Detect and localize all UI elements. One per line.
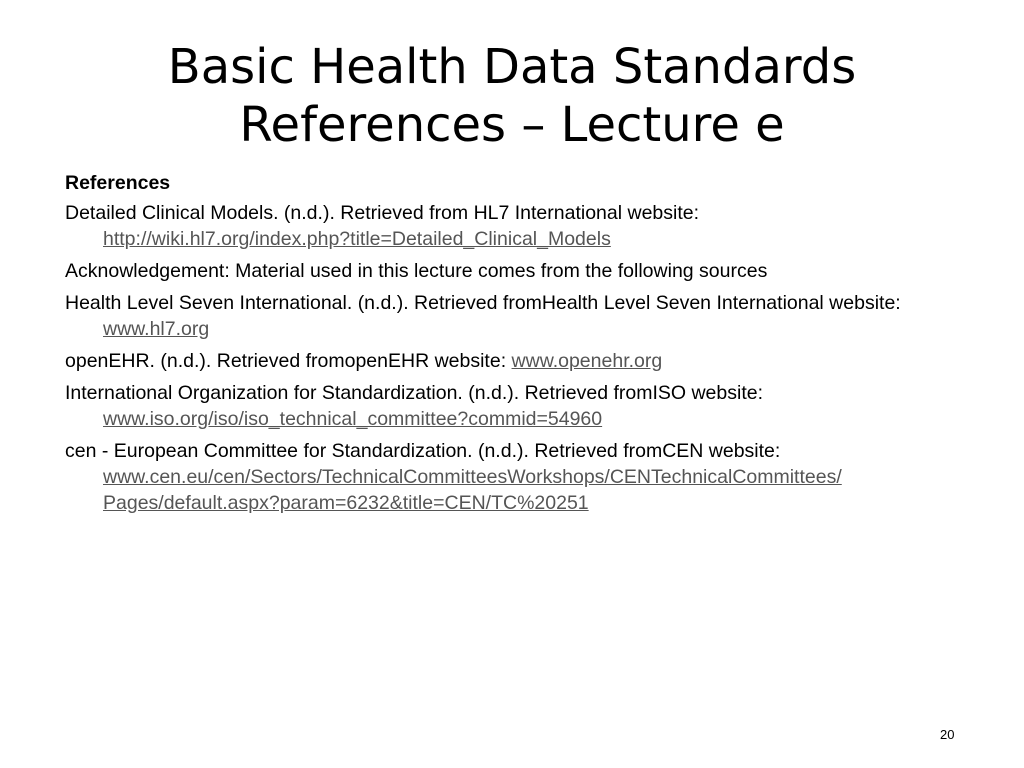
reference-entry-hl7 [65, 290, 975, 342]
reference-link-hl7-wiki[interactable]: http://wiki.hl7.org/index.php?title=Detailed_Clinical_Models [103, 228, 611, 250]
reference-entry-iso [65, 380, 975, 432]
reference-link-cen-part-2[interactable]: Pages/default.aspx?param=6232&title=CEN/TC%20251 [103, 492, 589, 514]
reference-link-openehr[interactable]: www.openehr.org [511, 350, 663, 372]
reference-entry-cen [65, 438, 975, 516]
reference-link-cen-part-1[interactable]: www.cen.eu/cen/Sectors/TechnicalCommitteesWorkshops/CENTechnicalCommittees/ [103, 466, 842, 488]
reference-entry-openehr [65, 348, 975, 374]
title-line-2: References – Lecture e [239, 97, 785, 153]
references-list [65, 170, 975, 522]
reference-text: Health Level Seven International. (n.d.). Retrieved fromHealth Level Seven International website: [65, 292, 901, 314]
reference-text: International Organization for Standardization. (n.d.). Retrieved fromISO website: [65, 382, 764, 404]
slide-title [0, 38, 1024, 154]
references-heading: References [65, 172, 171, 194]
reference-text: openEHR. (n.d.). Retrieved fromopenEHR website: [65, 350, 512, 372]
acknowledgement-entry [65, 258, 975, 284]
reference-link-iso[interactable]: www.iso.org/iso/iso_technical_committee?commid=54960 [103, 408, 603, 430]
reference-text: cen - European Committee for Standardization. (n.d.). Retrieved fromCEN website: [65, 440, 781, 462]
reference-link-hl7[interactable]: www.hl7.org [103, 318, 210, 340]
acknowledgement-text: Acknowledgement: Material used in this lecture comes from the following sources [65, 260, 768, 282]
reference-text: Detailed Clinical Models. (n.d.). Retrieved from HL7 International website: [65, 202, 700, 224]
page-number: 20 [940, 727, 955, 742]
title-line-1: Basic Health Data Standards [167, 39, 857, 95]
reference-entry-dcm [65, 200, 975, 252]
